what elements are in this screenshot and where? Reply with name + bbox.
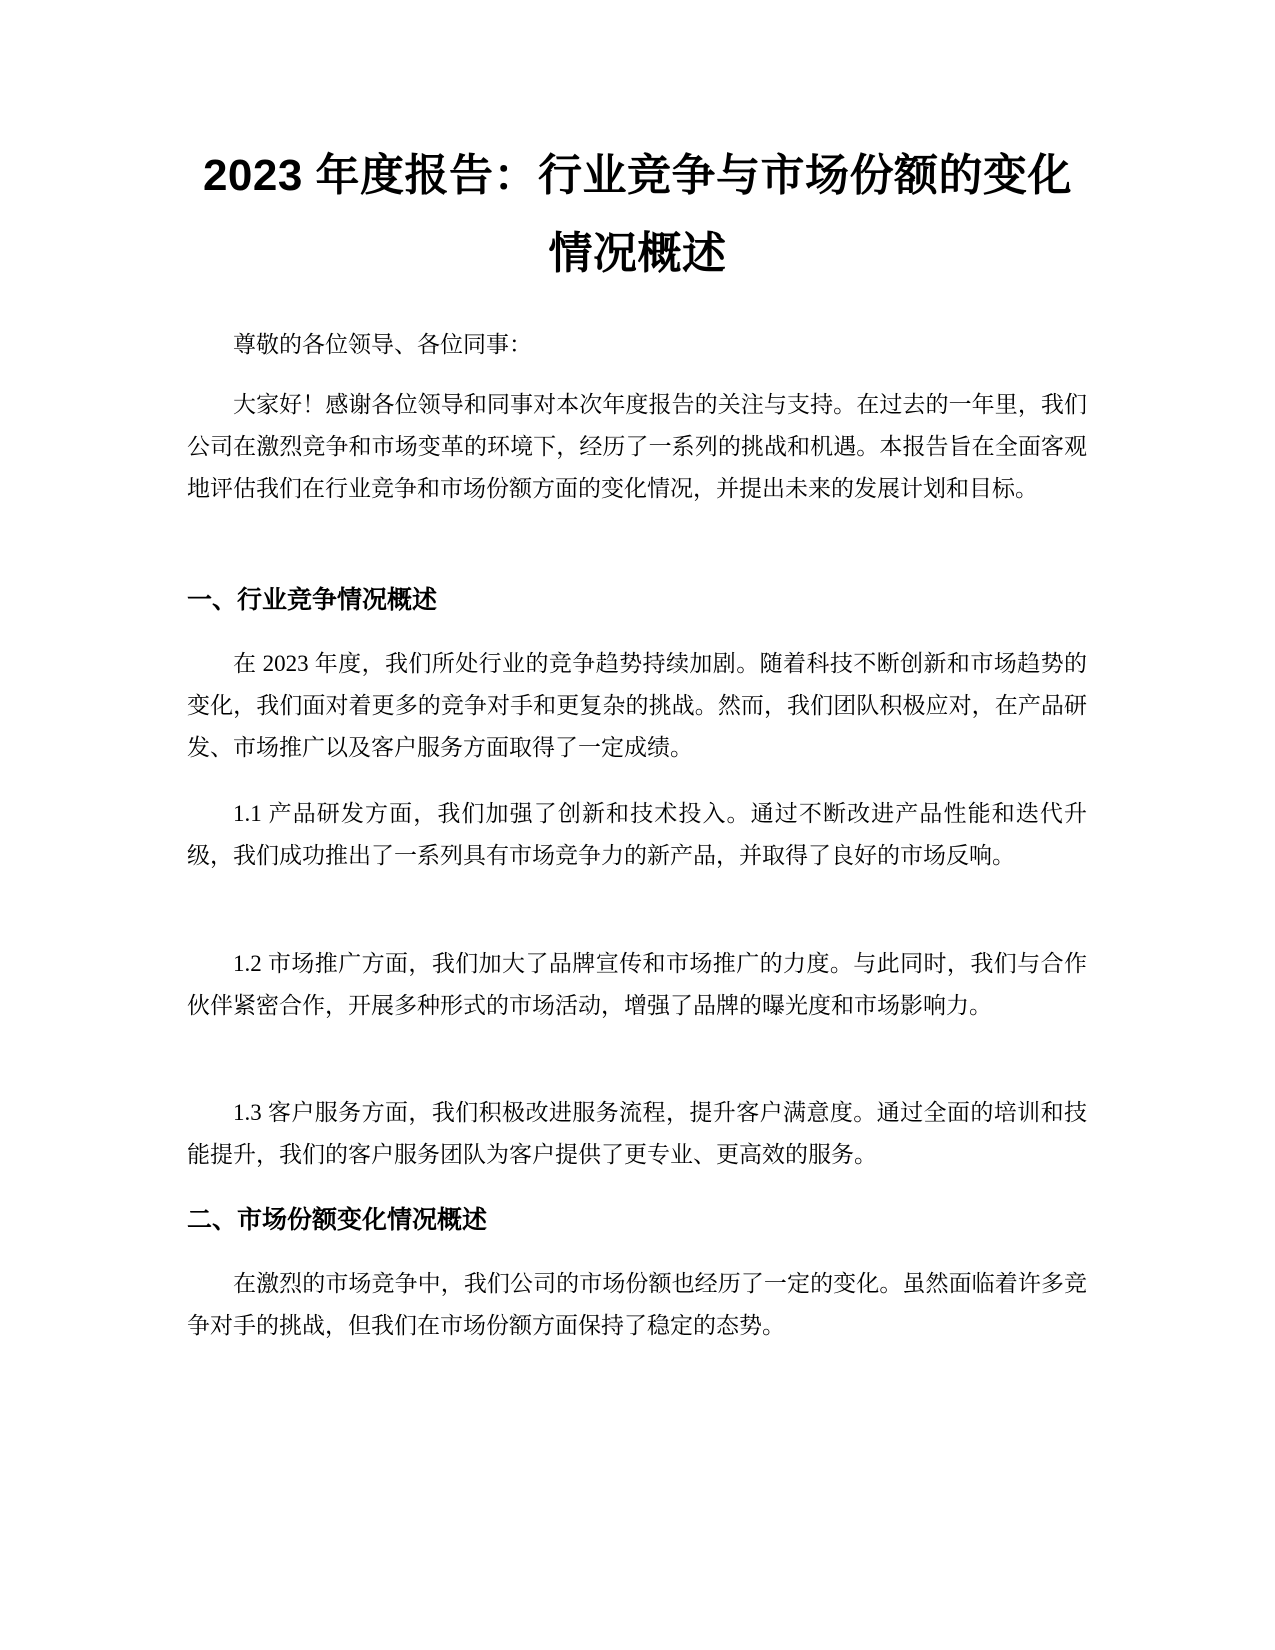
greeting-paragraph: 尊敬的各位领导、各位同事：	[233, 332, 532, 357]
document-title-line-2: 情况概述	[548, 229, 727, 278]
document-title-line-1: 2023 年度报告：行业竞争与市场份额的变化	[202, 151, 1073, 200]
intro-paragraph: 大家好！感谢各位领导和同事对本次年度报告的关注与支持。在过去的一年里，我们公司在激烈竞争和市场变革的环境下，经历了一系列的挑战和机遇。本报告旨在全面客观地评估我们在行业竞争和市场份额方面的变化情况，并提出未来的发展计划和目标。	[187, 392, 1087, 501]
section-1-item-1-paragraph: 1.1 产品研发方面，我们加强了创新和技术投入。通过不断改进产品性能和迭代升级，我们成功推出了一系列具有市场竞争力的新产品，并取得了良好的市场反响。	[187, 801, 1087, 868]
section-1-item-3-paragraph: 1.3 客户服务方面，我们积极改进服务流程，提升客户满意度。通过全面的培训和技能提升，我们的客户服务团队为客户提供了更专业、更高效的服务。	[187, 1100, 1087, 1167]
section-2-heading: 二、市场份额变化情况概述	[187, 1206, 488, 1234]
section-1-heading: 一、行业竞争情况概述	[187, 586, 438, 614]
section-1-paragraph: 在 2023 年度，我们所处行业的竞争趋势持续加剧。随着科技不断创新和市场趋势的变化，我们面对着更多的竞争对手和更复杂的挑战。然而，我们团队积极应对，在产品研发、市场推广以及客户服务方面取得了一定成绩。	[187, 651, 1087, 760]
section-1-item-2-paragraph: 1.2 市场推广方面，我们加大了品牌宣传和市场推广的力度。与此同时，我们与合作伙伴紧密合作，开展多种形式的市场活动，增强了品牌的曝光度和市场影响力。	[187, 951, 1087, 1018]
section-2-paragraph: 在激烈的市场竞争中，我们公司的市场份额也经历了一定的变化。虽然面临着许多竞争对手的挑战，但我们在市场份额方面保持了稳定的态势。	[187, 1271, 1087, 1338]
